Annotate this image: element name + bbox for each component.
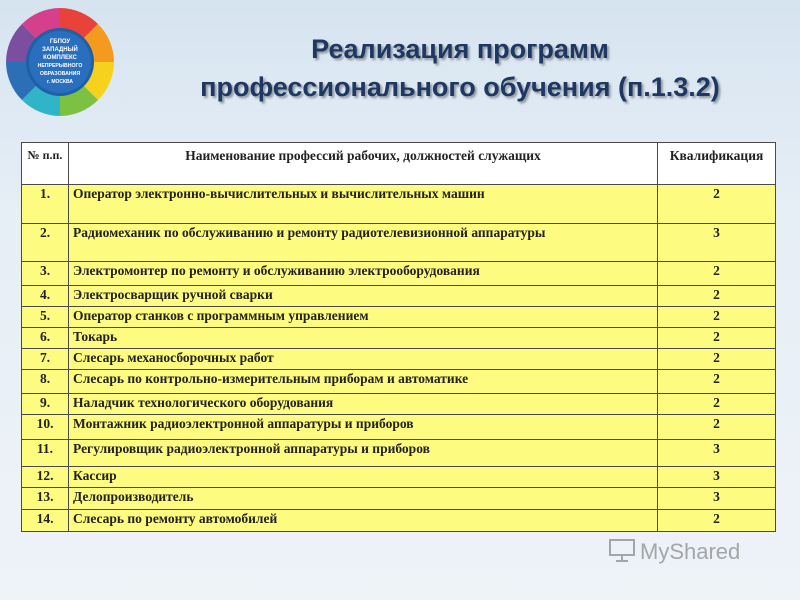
row-profession-name: Слесарь по контрольно-измерительным приборам и автоматике (69, 370, 658, 394)
row-qualification: 3 (658, 440, 776, 467)
table-row (22, 328, 776, 349)
row-qualification: 2 (658, 370, 776, 394)
row-number: 10. (22, 415, 69, 440)
table-row (22, 349, 776, 370)
row-number: 13. (22, 488, 69, 510)
table-row (22, 307, 776, 328)
row-number: 12. (22, 467, 69, 488)
table-row (22, 488, 776, 510)
logo-line-6: г. МОСКВА (46, 79, 74, 85)
table-row (22, 440, 776, 467)
college-logo (4, 6, 116, 118)
row-profession-name: Слесарь механосборочных работ (69, 349, 658, 370)
table-row (22, 510, 776, 532)
title-line-1: Реализация программ (311, 34, 609, 64)
row-profession-name: Радиомеханик по обслуживанию и ремонту радиотелевизионной аппаратуры (69, 224, 658, 262)
table-row (22, 415, 776, 440)
row-profession-name: Делопроизводитель (69, 488, 658, 510)
row-number: 5. (22, 307, 69, 328)
table-row (22, 467, 776, 488)
row-profession-name: Слесарь по ремонту автомобилей (69, 510, 658, 532)
row-number: 11. (22, 440, 69, 467)
row-qualification: 2 (658, 415, 776, 440)
row-profession-name: Регулировщик радиоэлектронной аппаратуры и приборов (69, 440, 658, 467)
table-row (22, 185, 776, 224)
row-qualification: 2 (658, 262, 776, 286)
row-profession-name: Монтажник радиоэлектронной аппаратуры и приборов (69, 415, 658, 440)
row-number: 8. (22, 370, 69, 394)
row-profession-name: Токарь (69, 328, 658, 349)
row-number: 7. (22, 349, 69, 370)
logo-line-3: КОМПЛЕКС (43, 55, 77, 61)
row-qualification: 2 (658, 286, 776, 307)
row-number: 2. (22, 224, 69, 262)
logo-line-5: ОБРАЗОВАНИЯ (39, 71, 81, 77)
professions-table (21, 142, 776, 532)
row-number: 1. (22, 185, 69, 224)
title-line-2: профессионального обучения (п.1.3.2) (200, 72, 720, 102)
logo-line-1: ГБПОУ (49, 39, 71, 45)
row-number: 3. (22, 262, 69, 286)
logo-line-2: ЗАПАДНЫЙ (42, 47, 78, 53)
logo-line-4: НЕПРЕРЫВНОГО (37, 63, 83, 69)
row-qualification: 2 (658, 510, 776, 532)
row-number: 14. (22, 510, 69, 532)
row-qualification: 2 (658, 185, 776, 224)
row-profession-name: Оператор станков с программным управлением (69, 307, 658, 328)
table-row (22, 262, 776, 286)
watermark-text: MyShared (640, 538, 741, 564)
watermark (608, 538, 740, 568)
page-title (150, 30, 770, 106)
row-number: 6. (22, 328, 69, 349)
table-row (22, 286, 776, 307)
row-profession-name: Кассир (69, 467, 658, 488)
row-qualification: 3 (658, 224, 776, 262)
row-profession-name: Наладчик технологического оборудования (69, 394, 658, 415)
table-row (22, 394, 776, 415)
row-qualification: 3 (658, 488, 776, 510)
row-number: 4. (22, 286, 69, 307)
row-number: 9. (22, 394, 69, 415)
row-profession-name: Оператор электронно-вычислительных и вычислительных машин (69, 185, 658, 224)
header-qualification: Квалификация (658, 143, 776, 185)
row-qualification: 2 (658, 394, 776, 415)
row-qualification: 3 (658, 467, 776, 488)
header-number: № п.п. (22, 143, 69, 185)
table-header-row (22, 143, 776, 185)
presentation-board-icon (608, 538, 636, 568)
row-qualification: 2 (658, 328, 776, 349)
table-row (22, 224, 776, 262)
table-row (22, 370, 776, 394)
header-profession-name: Наименование профессий рабочих, должностей служащих (69, 143, 658, 185)
row-profession-name: Электросварщик ручной сварки (69, 286, 658, 307)
row-profession-name: Электромонтер по ремонту и обслуживанию электрооборудования (69, 262, 658, 286)
row-qualification: 2 (658, 349, 776, 370)
row-qualification: 2 (658, 307, 776, 328)
